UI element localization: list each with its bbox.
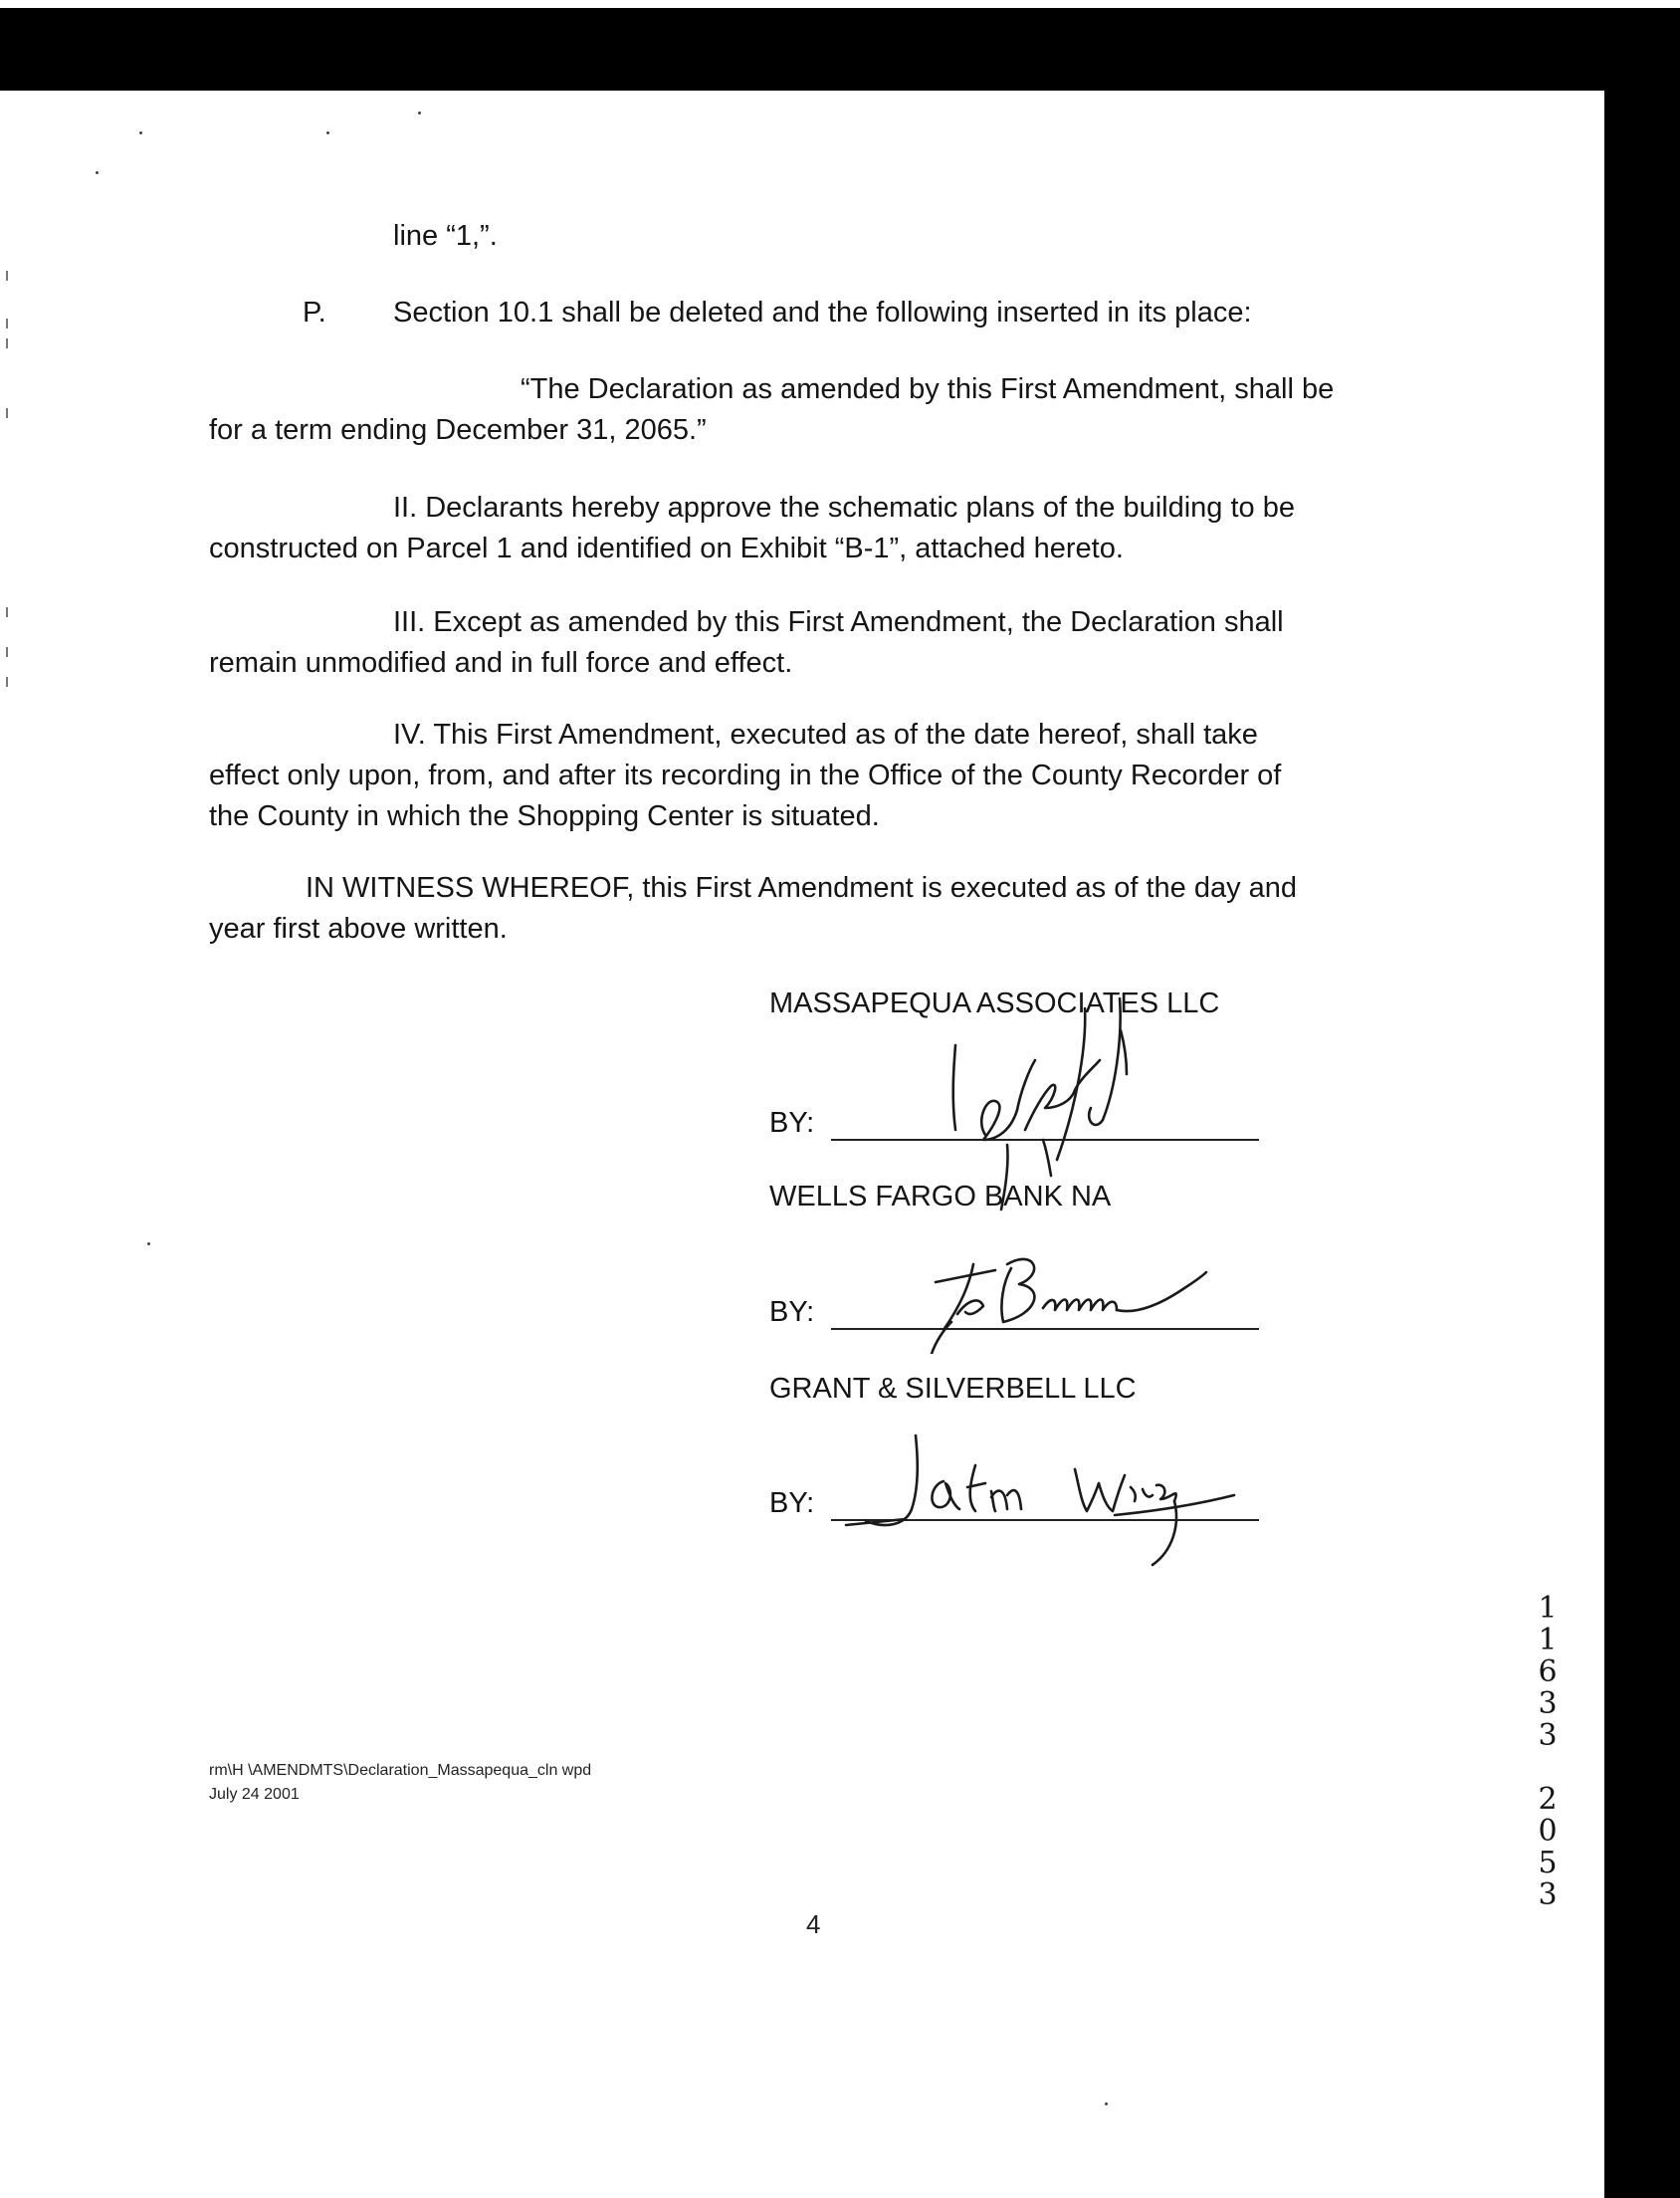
recording-digit: 3 (1538, 1877, 1558, 1912)
item-p-text: Section 10.1 shall be deleted and the following inserted in its place: (393, 297, 1252, 329)
by-label: BY: (769, 1487, 815, 1519)
quoted-amendment-line-1: “The Declaration as amended by this First Amendment, shall be (521, 373, 1335, 405)
handwritten-signature-grant-silverbell (826, 1426, 1244, 1575)
signatory-name-grant-silverbell: GRANT & SILVERBELL LLC (769, 1373, 1137, 1405)
quoted-amendment (209, 369, 1383, 451)
scan-speck (6, 677, 8, 687)
witness-clause (209, 868, 1383, 950)
recording-digit: 1 (1538, 1591, 1558, 1626)
section-iii (209, 602, 1383, 684)
scan-border-right (1604, 80, 1680, 2198)
scan-speck (147, 1242, 150, 1245)
document-file-path: rm\H \AMENDMTS\Declaration_Massapequa_cln wpd (209, 1762, 592, 1779)
scan-speck (139, 131, 142, 134)
signatory-name-massapequa: MASSAPEQUA ASSOCIATES LLC (769, 988, 1220, 1019)
handwritten-signature-wells-fargo (896, 1234, 1214, 1354)
by-label: BY: (769, 1296, 815, 1328)
recording-digit: 0 (1538, 1814, 1558, 1849)
scan-speck (6, 338, 8, 348)
by-label: BY: (769, 1107, 815, 1139)
section-iii-line-1: III. Except as amended by this First Amendment, the Declaration shall (393, 606, 1284, 638)
scan-speck (96, 171, 99, 174)
document-date: July 24 2001 (209, 1786, 300, 1803)
recording-number-bottom (1531, 1784, 1565, 1911)
quoted-amendment-line-2: for a term ending December 31, 2065.” (209, 414, 707, 446)
item-p-marker: P. (303, 297, 326, 329)
section-ii (209, 488, 1383, 569)
scan-border-top (0, 8, 1680, 91)
section-iv-line-1: IV. This First Amendment, executed as of the date hereof, shall take (393, 719, 1258, 751)
recording-digit: 3 (1538, 1686, 1558, 1721)
recording-digit: 2 (1538, 1782, 1558, 1817)
scan-speck (6, 647, 8, 657)
scan-speck (6, 607, 8, 617)
continuation-line: line “1,”. (393, 220, 498, 252)
section-iii-line-2: remain unmodified and in full force and effect. (209, 647, 793, 679)
witness-clause-line-2: year first above written. (209, 913, 508, 945)
recording-number-top (1531, 1593, 1565, 1752)
scan-speck (6, 408, 8, 418)
recording-digit: 1 (1538, 1623, 1558, 1657)
recording-digit: 3 (1538, 1718, 1558, 1753)
recording-digit: 6 (1538, 1654, 1558, 1689)
section-ii-line-2: constructed on Parcel 1 and identified on Exhibit “B-1”, attached hereto. (209, 533, 1124, 564)
witness-clause-line-1: IN WITNESS WHEREOF, this First Amendment is executed as of the day and (306, 872, 1298, 904)
section-iv-line-2: effect only upon, from, and after its recording in the Office of the County Recorder of (209, 760, 1282, 791)
recording-digit: 5 (1538, 1846, 1558, 1880)
signatory-name-wells-fargo: WELLS FARGO BANK NA (769, 1181, 1112, 1212)
section-iv (209, 715, 1383, 837)
section-ii-line-1: II. Declarants hereby approve the schematic plans of the building to be (393, 492, 1295, 524)
scan-speck (1105, 2102, 1108, 2105)
page-number: 4 (806, 1909, 821, 1939)
scan-speck (418, 111, 421, 114)
scan-speck (6, 271, 8, 281)
scan-speck (326, 131, 329, 134)
section-iv-line-3: the County in which the Shopping Center is situated. (209, 800, 880, 832)
scan-speck (6, 319, 8, 329)
